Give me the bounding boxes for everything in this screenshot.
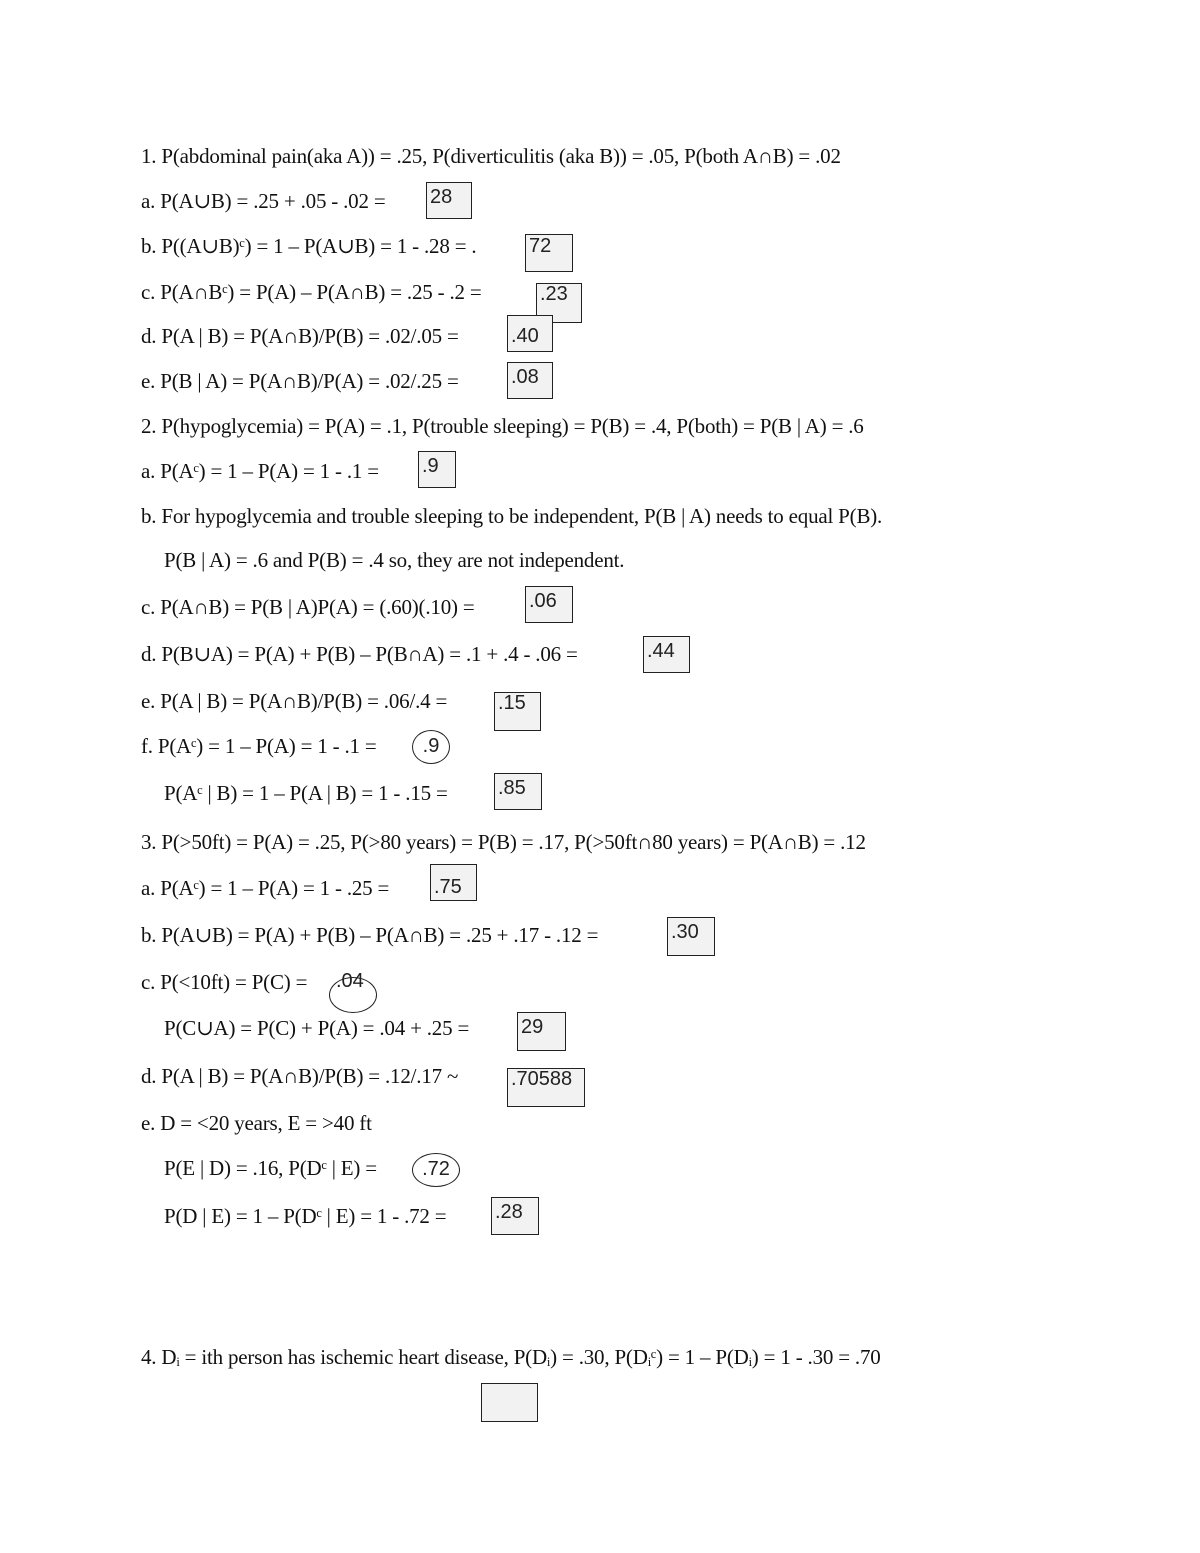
- problem-3e-given: P(E | D) = .16, P(Dᶜ | E) =: [164, 1156, 377, 1180]
- problem-1a: a. P(A∪B) = .25 + .05 - .02 =: [141, 189, 386, 213]
- answer-box-3b: .30: [667, 917, 715, 956]
- answer-box-2c: .06: [525, 586, 573, 623]
- problem-4-statement: 4. Dᵢ = ith person has ischemic heart disease, P(Dᵢ) = .30, P(Dᵢᶜ) = 1 – P(Dᵢ) = 1 - .30 = .70: [141, 1345, 881, 1369]
- problem-3c: c. P(<10ft) = P(C) =: [141, 970, 308, 994]
- answer-circle-3e-text: .72: [422, 1158, 450, 1180]
- problem-1-statement: 1. P(abdominal pain(aka A)) = .25, P(diverticulitis (aka B)) = .05, P(both A∩B) = .02: [141, 144, 841, 168]
- problem-2e: e. P(A | B) = P(A∩B)/P(B) = .06/.4 =: [141, 689, 448, 713]
- problem-2b-continued: P(B | A) = .6 and P(B) = .4 so, they are not independent.: [164, 548, 625, 572]
- answer-box-3e2: .28: [491, 1197, 539, 1235]
- problem-2f-continued: P(Aᶜ | B) = 1 – P(A | B) = 1 - .15 =: [164, 781, 448, 805]
- problem-3-statement: 3. P(>50ft) = P(A) = .25, P(>80 years) = P(B) = .17, P(>50ft∩80 years) = P(A∩B) = .12: [141, 830, 866, 854]
- answer-box-4: [481, 1383, 538, 1422]
- answer-box-2a: .9: [418, 451, 456, 488]
- answer-circle-2f: [412, 730, 450, 764]
- problem-1d: d. P(A | B) = P(A∩B)/P(B) = .02/.05 =: [141, 324, 459, 348]
- answer-box-1e: .08: [507, 362, 553, 399]
- answer-circle-2f-text: .9: [422, 735, 440, 757]
- problem-2d: d. P(B∪A) = P(A) + P(B) – P(B∩A) = .1 + .4 - .06 =: [141, 642, 578, 666]
- answer-box-3a: .75: [430, 864, 477, 901]
- answer-box-2e: .15: [494, 692, 541, 731]
- problem-3e: e. D = <20 years, E = >40 ft: [141, 1111, 372, 1135]
- problem-1e: e. P(B | A) = P(A∩B)/P(A) = .02/.25 =: [141, 369, 459, 393]
- answer-circle-3c: [329, 977, 377, 1013]
- answer-box-2f2: .85: [494, 773, 542, 810]
- problem-2c: c. P(A∩B) = P(B | A)P(A) = (.60)(.10) =: [141, 595, 475, 619]
- answer-box-1b: 72: [525, 234, 573, 272]
- problem-1c: c. P(A∩Bᶜ) = P(A) – P(A∩B) = .25 - .2 =: [141, 280, 482, 304]
- problem-3a: a. P(Aᶜ) = 1 – P(A) = 1 - .25 =: [141, 876, 390, 900]
- problem-2a: a. P(Aᶜ) = 1 – P(A) = 1 - .1 =: [141, 459, 379, 483]
- problem-2b: b. For hypoglycemia and trouble sleeping to be independent, P(B | A) needs to equal P(B).: [141, 504, 883, 528]
- answer-box-1c: .23: [536, 283, 582, 323]
- problem-3e-continued: P(D | E) = 1 – P(Dᶜ | E) = 1 - .72 =: [164, 1204, 447, 1228]
- answer-box-3d: .70588: [507, 1068, 585, 1107]
- problem-3b: b. P(A∪B) = P(A) + P(B) – P(A∩B) = .25 + .17 - .12 =: [141, 923, 599, 947]
- problem-3c-continued: P(C∪A) = P(C) + P(A) = .04 + .25 =: [164, 1016, 470, 1040]
- problem-2-statement: 2. P(hypoglycemia) = P(A) = .1, P(trouble sleeping) = P(B) = .4, P(both) = P(B | A) = .6: [141, 414, 864, 438]
- problem-1b: b. P((A∪B)ᶜ) = 1 – P(A∪B) = 1 - .28 = .: [141, 234, 477, 258]
- answer-box-1d: .40: [507, 315, 553, 352]
- problem-3d: d. P(A | B) = P(A∩B)/P(B) = .12/.17 ~: [141, 1064, 459, 1088]
- answer-box-3c2: 29: [517, 1012, 566, 1051]
- answer-circle-3e: [412, 1153, 460, 1187]
- answer-box-2d: .44: [643, 636, 690, 673]
- answer-3c-value: .04: [336, 970, 364, 992]
- answer-box-1a: 28: [426, 182, 472, 219]
- problem-2f: f. P(Aᶜ) = 1 – P(A) = 1 - .1 =: [141, 734, 377, 758]
